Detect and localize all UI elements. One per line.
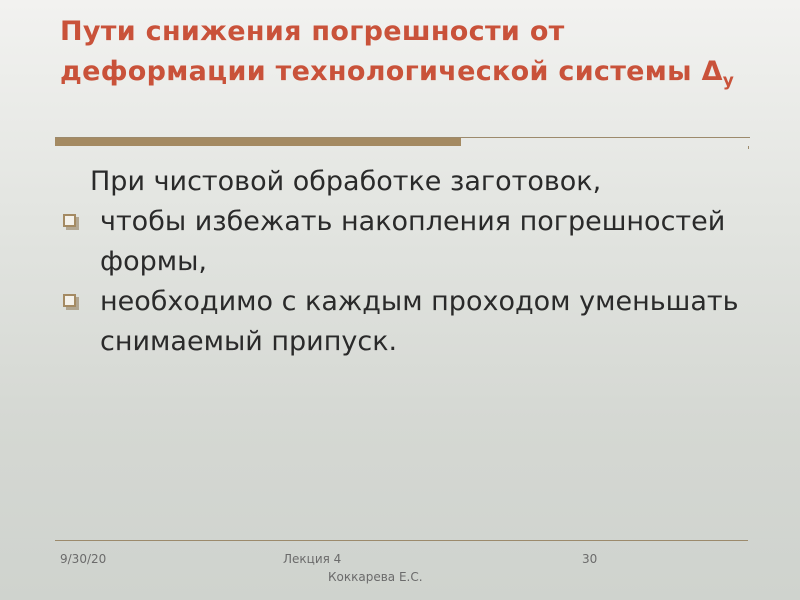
- square-bullet-icon: [63, 294, 77, 308]
- footer-lecture: Лекция 4: [283, 552, 342, 566]
- slide-title: [60, 12, 750, 95]
- footer-date: 9/30/20: [60, 552, 107, 566]
- bullet-text: необходимо с каждым проходом уменьшать снимаемый припуск.: [100, 286, 739, 357]
- title-accent-bar: [55, 138, 461, 146]
- intro-text: При чистовой обработке заготовок,: [90, 166, 602, 197]
- slide-title-subscript: y: [722, 71, 735, 91]
- bullet-text: чтобы избежать накопления погрешностей формы,: [100, 206, 726, 277]
- footer-divider-line: [55, 540, 748, 541]
- square-bullet-icon: [63, 214, 77, 228]
- title-divider-tick: [748, 146, 749, 149]
- footer-author: Коккарева Е.С.: [328, 570, 423, 584]
- slide-title-text: Пути снижения погрешности от деформации технологической системы Δ: [60, 16, 723, 87]
- page-number: 30: [582, 552, 598, 566]
